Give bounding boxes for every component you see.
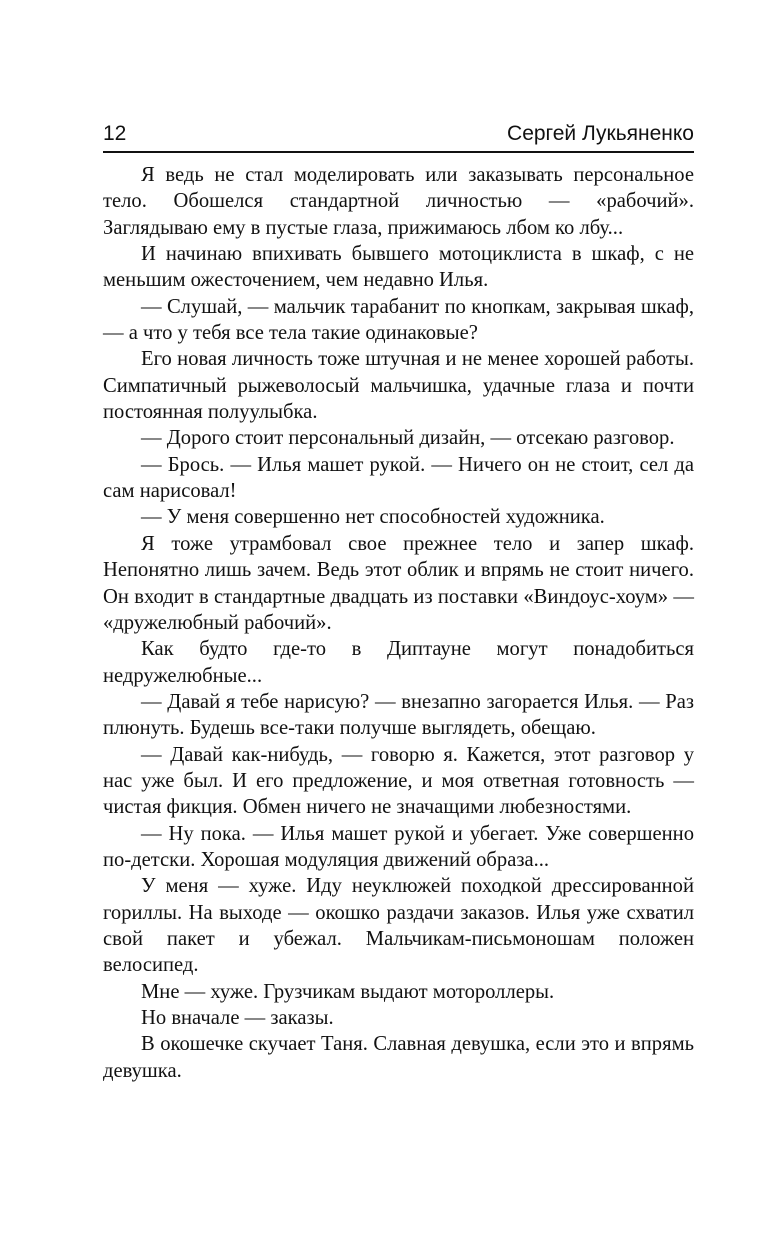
paragraph: — Давай как-нибудь, — говорю я. Кажется, этот разговор у нас уже был. И его предложение, и моя ответная готовность — чистая фикция. Обмен ничего не значащими любезностями.	[103, 743, 694, 819]
header-rule	[103, 151, 694, 153]
paragraph: Мне — хуже. Грузчикам выдают мотороллеры.	[141, 980, 555, 1003]
paragraph: — Дорого стоит персональный дизайн, — отсекаю разговор.	[141, 427, 675, 450]
paragraph: Но вначале — заказы.	[141, 1007, 334, 1029]
page-number: 12	[103, 122, 127, 145]
paragraph: — Брось. — Илья машет рукой. — Ничего он не стоит, сел да сам нарисовал!	[103, 453, 694, 503]
paragraph: — У меня совершенно нет способностей художника.	[141, 506, 605, 529]
page-header	[103, 120, 694, 150]
paragraph: — Слушай, — мальчик тарабанит по кнопкам, закрывая шкаф, — а что у тебя все тела такие одинаковые?	[103, 295, 694, 345]
paragraph: — Ну пока. — Илья машет рукой и убегает. Уже совершенно по-детски. Хорошая модуляция движений образа...	[103, 822, 694, 871]
paragraph: — Давай я тебе нарисую? — внезапно загорается Илья. — Раз плюнуть. Будешь все-таки получше выглядеть, обещаю.	[103, 690, 694, 740]
paragraph: И начинаю впихивать бывшего мотоциклиста в шкаф, с не меньшим ожесточением, чем недавно Илья.	[103, 243, 694, 292]
paragraph: Я тоже утрамбовал свое прежнее тело и запер шкаф. Непонятно лишь зачем. Ведь этот облик и впрямь не стоит ничего. Он входит в стандартные двадцать из поставки «Виндоус-хоум» — «дружелюбный рабочий».	[103, 532, 694, 634]
paragraph: Я ведь не стал моделировать или заказывать персональное тело. Обошелся стандартной личностью — «рабочий». Заглядываю ему в пустые глаза, прижимаюсь лбом ко лбу...	[103, 164, 694, 239]
paragraph: Его новая личность тоже штучная и не менее хорошей работы. Симпатичный рыжеволосый мальчишка, удачные глаза и почти постоянная полуулыбка.	[103, 348, 694, 424]
paragraph: Как будто где-то в Диптауне могут понадобиться недружелюбные...	[103, 638, 694, 687]
paragraph: В окошечке скучает Таня. Славная девушка, если это и впрямь девушка.	[103, 1033, 694, 1082]
text-body	[103, 162, 694, 1084]
paragraph: У меня — хуже. Иду неуклюжей походкой дрессированной гориллы. На выходе — окошко раздачи заказов. Илья уже схватил свой пакет и убежал. Мальчикам-письмоношам положен велосипед.	[103, 875, 694, 977]
running-title: Сергей Лукьяненко	[507, 122, 694, 145]
